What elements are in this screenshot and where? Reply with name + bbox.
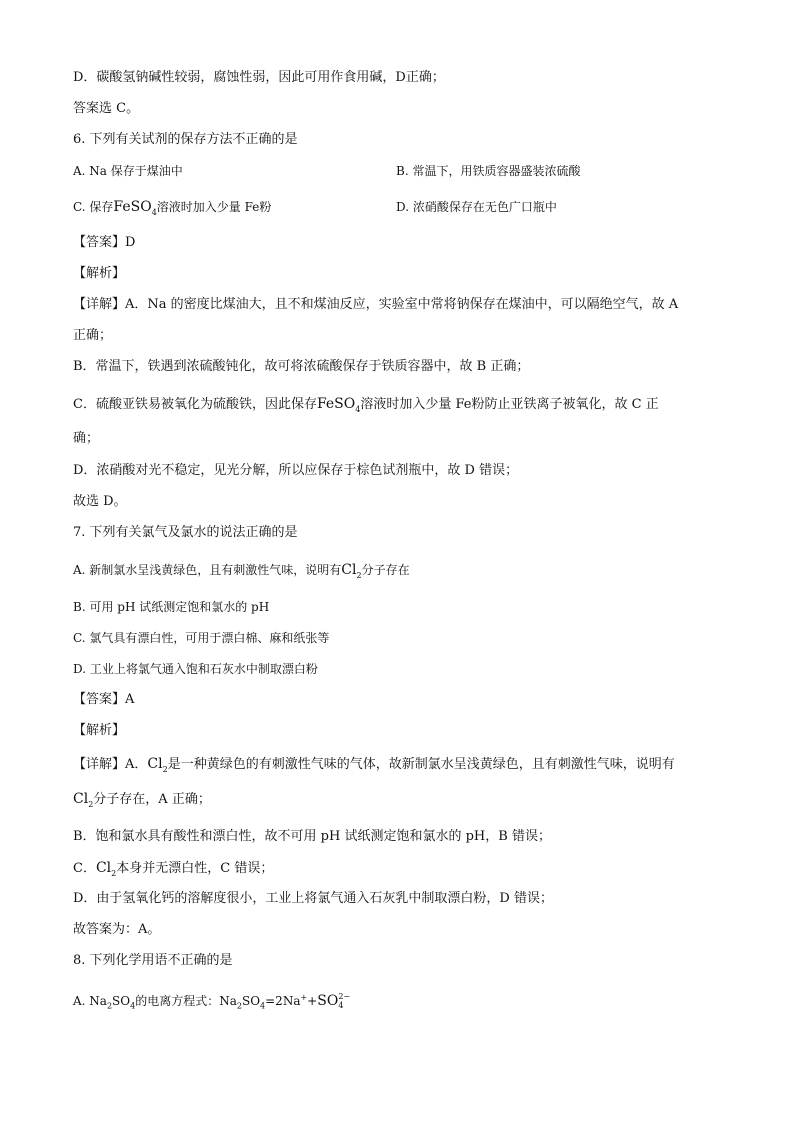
q7-answer: 【答案】A (73, 692, 135, 707)
formula-text: Cl (147, 756, 163, 772)
formula-text: Cl (73, 791, 89, 807)
formula-text: SO (241, 994, 261, 1008)
subscript: 4 (355, 404, 361, 414)
q7-analysis-heading: 【解析】 (73, 723, 126, 738)
text: 【详解】A． (73, 757, 148, 772)
text: + (307, 994, 318, 1008)
text: 是一种黄绿色的有刺激性气味的气体，故新制氯水呈浅黄绿色，且有刺激性气味，说明有 (167, 757, 675, 772)
text-line: 答案选 C。 (73, 101, 140, 116)
q6-option-b: B. 常温下，用铁质容器盛装浓硫酸 (396, 164, 581, 178)
formula-text: FeSO (113, 199, 152, 215)
formula-text: Cl (341, 562, 357, 578)
q6-explain-line: B．常温下，铁遇到浓硫酸钝化，故可将浓硫酸保存于铁质容器中，故 B 正确； (73, 359, 530, 374)
q6-analysis-heading: 【解析】 (73, 266, 126, 281)
text-line: D．碳酸氢钠碱性较弱，腐蚀性弱，因此可用作食用碱，D正确； (73, 70, 445, 85)
q6-option-d: D. 浓硝酸保存在无色广口瓶中 (396, 200, 557, 214)
q7-explain-line (73, 754, 675, 780)
superscript: 2− (338, 992, 351, 1001)
subscript: 4 (151, 207, 157, 217)
subscript: 2 (111, 868, 117, 878)
q7-explain-line (73, 789, 211, 815)
q7-option-c: C. 氯气具有漂白性，可用于漂白棉、麻和纸张等 (73, 631, 330, 645)
formula-text: SO (112, 994, 131, 1008)
q7-explain-line: D．由于氢氧化钙的溶解度很小，工业上将氯气通入石灰乳中制取漂白粉，D 错误； (73, 891, 553, 906)
q6-explain-line: 【详解】A．Na 的密度比煤油大，且不和煤油反应，实验室中常将钠保存在煤油中，可以隔绝空气，故 A (73, 297, 679, 312)
text: A. (73, 994, 90, 1008)
text: 分子存在 (361, 563, 410, 577)
formula-na2so4 (219, 994, 266, 1011)
formula-text: Cl (95, 860, 112, 876)
question-6-stem: 6. 下列有关试剂的保存方法不正确的是 (73, 132, 298, 147)
subscript: 4 (260, 1001, 266, 1011)
subscript: 2 (88, 799, 94, 809)
q6-explain-line (73, 394, 659, 420)
superscript: + (300, 993, 308, 1002)
formula-feso4 (113, 199, 156, 215)
text: 的电离方程式： (135, 994, 220, 1008)
text: 溶液时加入少量 Fe粉防止亚铁离子被氧化，故 C 正 (360, 397, 659, 412)
text: 溶液时加入少量 Fe粉 (156, 200, 272, 214)
formula-na2so4 (89, 994, 136, 1011)
q7-option-d: D. 工业上将氯气通入饱和石灰水中制取漂白粉 (73, 662, 318, 676)
subscript: 4 (130, 1001, 136, 1011)
text: 分子存在，A 正确； (93, 792, 211, 807)
text: C．硫酸亚铁易被氧化为硫酸铁，因此保存 (73, 397, 317, 412)
subscript: 2 (236, 1001, 242, 1011)
text: C. 保存 (73, 200, 114, 214)
question-7-stem: 7. 下列有关氯气及氯水的说法正确的是 (73, 525, 298, 540)
q8-option-a (73, 988, 350, 1016)
q6-option-a: A. Na 保存于煤油中 (73, 164, 183, 178)
q6-explain-line: 确； (73, 431, 100, 446)
q6-explain-line: D．浓硝酸对光不稳定，见光分解，所以应保存于棕色试剂瓶中，故 D 错误； (73, 463, 519, 478)
formula-cl2 (73, 791, 93, 807)
formula-text: Na (89, 994, 107, 1008)
subscript: 2 (162, 764, 168, 774)
formula-text: Na (219, 994, 237, 1008)
text: 本身并无漂白性，C 错误； (116, 861, 274, 876)
text: =2Na (265, 994, 301, 1008)
formula-cl2 (147, 756, 167, 772)
formula-feso4 (317, 396, 360, 412)
text: C． (73, 861, 96, 876)
question-8-stem: 8. 下列化学用语不正确的是 (73, 953, 233, 968)
q6-option-c (73, 197, 271, 223)
q7-option-b: B. 可用 pH 试纸测定饱和氯水的 pH (73, 600, 270, 614)
formula-cl2 (96, 860, 116, 876)
text: A. 新制氯水呈浅黄绿色，且有刺激性气味，说明有 (73, 563, 342, 577)
subscript: 2 (106, 1001, 113, 1011)
q6-explain-line: 正确； (73, 328, 113, 343)
formula-text: FeSO (316, 396, 356, 412)
q7-explain-line: B．饱和氯水具有酸性和漂白性，故不可用 pH 试纸测定饱和氯水的 pH，B 错误； (73, 829, 551, 844)
formula-cl2 (341, 562, 361, 578)
q6-explain-line: 故选 D。 (73, 494, 127, 509)
formula-so4-ion (317, 993, 350, 1009)
q7-option-a (73, 560, 410, 586)
formula-text: SO (317, 993, 339, 1009)
q7-explain-line (73, 858, 273, 884)
q6-answer: 【答案】D (73, 235, 136, 250)
subscript: 2 (356, 570, 362, 580)
q7-explain-line: 故答案为：A。 (73, 922, 161, 937)
subscript: 4 (338, 1001, 344, 1010)
